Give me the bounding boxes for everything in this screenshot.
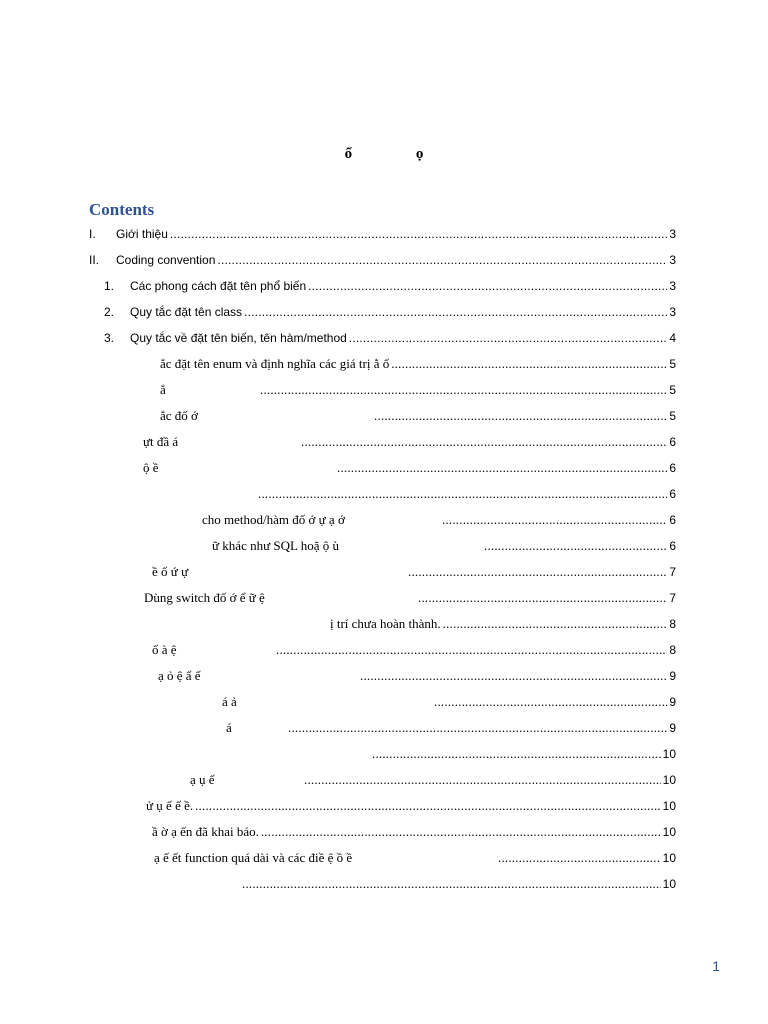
toc-entry-label: cho method/hàm đố ớ ự ạ ớ [202,512,345,527]
toc-entry[interactable] [104,328,676,348]
toc-entry-label: ử ụ ế ế ề. [146,798,194,813]
toc-dot-leader [391,354,667,374]
toc-entry-label: ề ố ứ ự [152,564,189,579]
contents-heading: Contents [89,200,155,219]
toc-entry-page: 10 [662,799,676,813]
toc-entry[interactable] [144,588,676,608]
toc-entry-number: 3. [104,331,115,345]
toc-entry-page: 8 [669,643,676,657]
toc-dot-leader [242,874,661,894]
toc-entry-label: Coding convention [116,253,216,267]
toc-dot-leader [484,536,667,556]
toc-dot-leader [260,380,667,400]
toc-entry-number: 1. [104,279,115,293]
toc-entry-number: I. [89,227,96,241]
toc-entry-label: ắ [160,382,166,397]
toc-entry[interactable] [152,822,676,842]
toc-entry[interactable] [104,276,676,296]
toc-entry-label: ầ ờ ạ ến đã khai báo. [152,824,259,839]
toc-entry-label: ữ khác như SQL hoặ ộ ù [212,538,339,553]
toc-entry-page: 3 [669,227,676,241]
toc-dot-leader [374,406,667,426]
toc-entry-page: 10 [662,747,676,761]
toc-dot-leader [443,614,668,634]
toc-entry-page: 8 [669,617,676,631]
toc-dot-leader [308,276,667,296]
toc-entry-page: 4 [669,331,676,345]
toc-dot-leader [372,744,661,764]
toc-entry-number: 2. [104,305,115,319]
toc-entry-label: ạ ỏ ệ ẩ ế [158,668,201,683]
toc-entry[interactable] [190,770,676,790]
toc-dot-leader [442,510,667,530]
toc-dot-leader [408,562,667,582]
toc-entry-label: ắc đặt tên enum và định nghĩa các giá trị ằ ố [160,356,390,371]
toc-entry-page: 7 [669,591,676,605]
toc-entry-page: 9 [669,669,676,683]
page-number: 1 [712,958,720,974]
title-word-2: ọ [415,146,424,162]
toc-entry-page: 6 [669,435,676,449]
toc-dot-leader [360,666,667,686]
toc-dot-leader [349,328,668,348]
document-title [0,146,768,163]
toc-dot-leader [276,640,667,660]
toc-dot-leader [195,796,661,816]
toc-entry[interactable] [226,718,676,738]
toc-entry[interactable] [143,432,676,452]
toc-entry-label: ạ ế ết function quá dài và các điề ệ ồ ề [154,850,353,865]
toc-entry-label: ị trí chưa hoàn thành. [330,616,441,631]
toc-dot-leader [170,224,667,244]
toc-entry[interactable] [202,510,676,530]
toc-dot-leader [337,458,667,478]
toc-entry-page: 10 [662,851,676,865]
toc-entry-page: 3 [669,279,676,293]
toc-entry-page: 7 [669,565,676,579]
toc-entry[interactable] [146,796,676,816]
toc-entry-label: á [226,720,232,735]
toc-dot-leader [498,848,661,868]
toc-entry-page: 6 [669,487,676,501]
toc-entry[interactable] [160,406,676,426]
toc-entry-label: ộ ề [143,460,159,475]
toc-entry-label: Các phong cách đặt tên phổ biến [130,279,307,293]
toc-entry-page: 3 [669,253,676,267]
toc-entry[interactable] [143,458,676,478]
toc-entry-page: 10 [662,825,676,839]
toc-entry-label: Quy tắc về đặt tên biến, tên hàm/method [130,331,347,345]
toc-entry[interactable] [222,692,676,712]
toc-entry[interactable] [160,380,676,400]
toc-entry[interactable] [160,354,676,374]
toc-entry-label: Quy tắc đặt tên class [130,305,243,319]
toc-entry[interactable] [240,874,676,894]
title-word-1: ổ [344,146,353,162]
toc-entry-page: 10 [662,773,676,787]
toc-dot-leader [301,432,667,452]
toc-entry[interactable] [152,562,676,582]
toc-entry-page: 6 [669,513,676,527]
toc-entry-page: 5 [669,357,676,371]
toc-entry[interactable] [212,536,676,556]
toc-entry-page: 3 [669,305,676,319]
toc-entry-page: 10 [662,877,676,891]
toc-dot-leader [288,718,667,738]
toc-entry-page: 5 [669,409,676,423]
toc-entry-label: Dùng switch đố ớ ể ữ ệ [144,590,265,605]
toc-dot-leader [258,484,667,504]
toc-entry-label: ạ ụ ế [190,772,215,787]
toc-entry[interactable] [104,302,676,322]
toc-dot-leader [244,302,667,322]
toc-entry-label: Giới thiệu [116,227,168,241]
toc-entry-label: ựt đầ á [143,434,179,449]
toc-entry-number: II. [89,253,100,267]
toc-entry[interactable] [89,224,676,244]
toc-entry-label: á ả [222,694,237,709]
toc-entry-page: 5 [669,383,676,397]
toc-entry-page: 6 [669,539,676,553]
toc-entry-page: 6 [669,461,676,475]
toc-entry-label: ắc đố ớ [160,408,198,423]
toc-entry[interactable] [158,666,676,686]
toc-entry-page: 9 [669,721,676,735]
toc-dot-leader [261,822,661,842]
toc-entry[interactable] [370,744,676,764]
toc-dot-leader [217,250,667,270]
toc-entry-page: 9 [669,695,676,709]
toc-entry[interactable] [330,614,676,634]
toc-dot-leader [418,588,667,608]
toc-entry[interactable] [89,250,676,270]
toc-entry[interactable] [154,848,676,868]
toc-entry[interactable] [152,640,676,660]
toc-entry-label: ố à ệ [152,642,177,657]
toc-dot-leader [434,692,667,712]
toc-entry[interactable] [256,484,676,504]
toc-dot-leader [304,770,661,790]
